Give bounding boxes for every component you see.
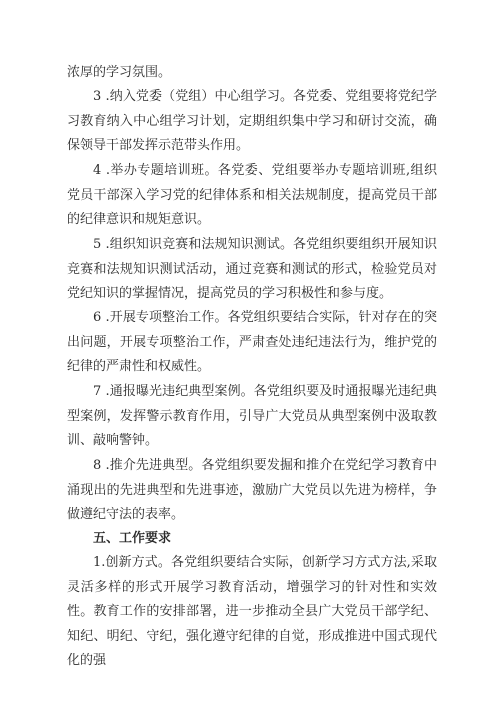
paragraph-item-4: 4 .举办专题培训班。各党委、党组要举办专题培训班,组织党员干部深入学习党的纪律体系和相关法规制度，提高党员干部的纪律意识和规矩意识。 [67,163,437,228]
paragraph-item-6: 6 .开展专项整治工作。各党组织要结合实际，针对存在的突出问题，开展专项整治工作，严肃查处违纪违法行为，维护党的纪律的严肃性和权威性。 [67,310,437,375]
paragraph-requirement-1: 1.创新方式。各党组织要结合实际，创新学习方式方法,采取灵活多样的形式开展学习教育活动，增强学习的针对性和实效性。教育工作的安排部署，进一步推动全县广大党员干部学纪、知纪、明纪、守纪，强化遵守纪律的自觉，形成推进中国式现代化的强 [67,555,437,669]
paragraph-item-7: 7 .通报曝光违纪典型案例。各党组织要及时通报曝光违纪典型案例，发挥警示教育作用，引导广大党员从典型案例中汲取教训、敲响警钟。 [67,384,437,449]
section-heading: 五、工作要求 [93,531,172,546]
paragraph-item-8: 8 .推介先进典型。各党组织要发掘和推介在党纪学习教育中涌现出的先进典型和先进事迹，激励广大党员以先进为榜样，争做遵纪守法的表率。 [67,458,437,523]
paragraph-item-3: 3 .纳入党委（党组）中心组学习。各党委、党组要将党纪学习教育纳入中心组学习计划，定期组织集中学习和研讨交流，确保领导干部发挥示范带头作用。 [67,89,437,154]
paragraph-continued: 浓厚的学习氛围。 [67,65,172,80]
paragraph-item-5: 5 .组织知识竞赛和法规知识测试。各党组织要组织开展知识竞赛和法规知识测试活动，通过竞赛和测试的形式，检验党员对党纪知识的掌握情况，提高党员的学习积极性和参与度。 [67,237,437,302]
